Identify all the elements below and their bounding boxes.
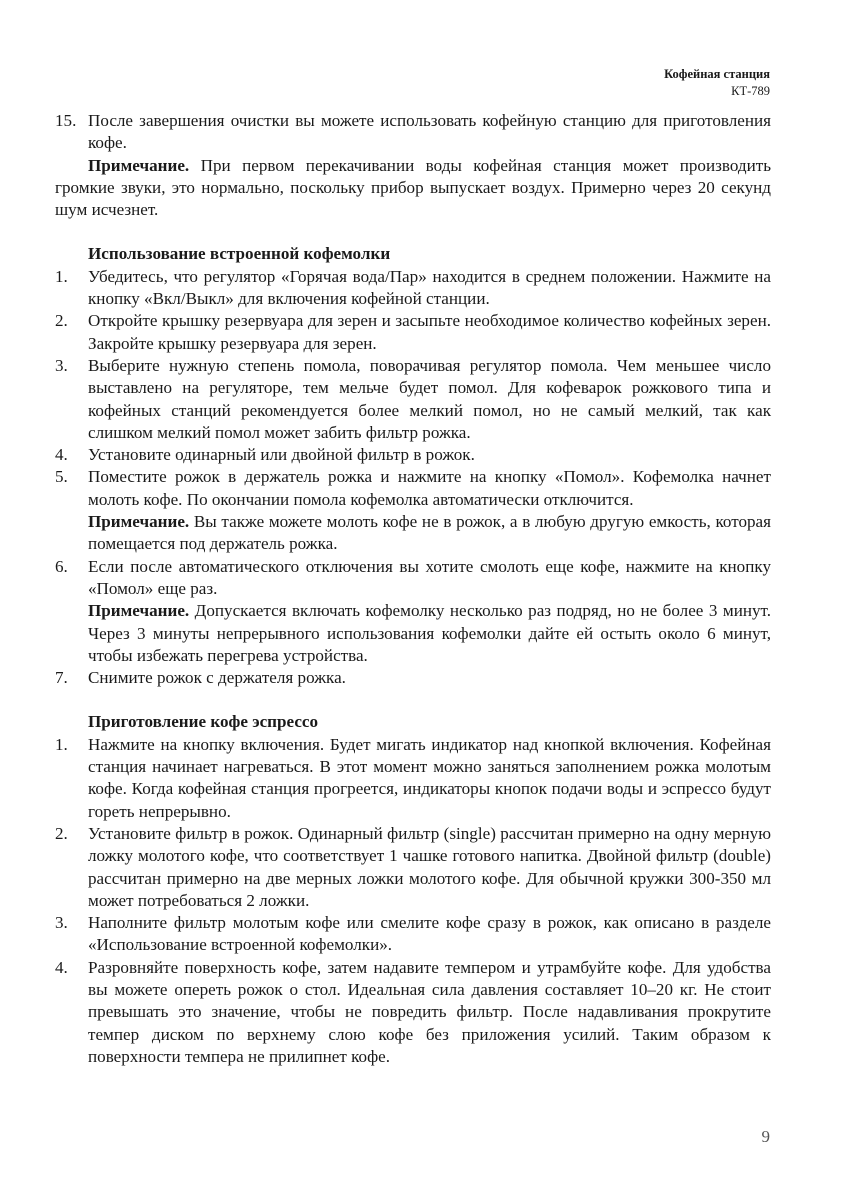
list-item xyxy=(55,734,771,823)
item-number: 3. xyxy=(55,355,68,375)
item-number: 15. xyxy=(55,111,77,130)
page-header xyxy=(664,66,770,100)
note-label: Примечание. xyxy=(88,512,190,532)
item-text: Если после автоматического отключения вы хотите смолоть еще кофе, нажмите на кнопку «Помол» еще раз. xyxy=(88,556,771,598)
item-number: 6. xyxy=(55,556,68,576)
note-label: Примечание. xyxy=(88,155,190,175)
section-title-espresso: Приготовление кофе эспрессо xyxy=(88,712,319,732)
item-text: Откройте крышку резервуара для зерен и засыпьте необходимое количество кофейных зерен. Закройте крышку резервуара для зерен. xyxy=(88,311,771,353)
item-text: Установите одинарный или двойной фильтр в рожок. xyxy=(88,445,475,465)
list-item xyxy=(55,823,771,912)
list-item xyxy=(55,667,771,689)
item-text: Установите фильтр в рожок. Одинарный фильтр (single) рассчитан примерно на одну мерную ложку молотого кофе, что соответствует 1 чашке готового напитка. Двойной фильтр (double) рассчитан примерно на две мерных ложки молотого кофе. Для обычной кружки 300-350 мл может потребоваться 2 ложки. xyxy=(88,823,771,910)
item-number: 3. xyxy=(55,913,68,933)
note-text: При первом перекачивании воды кофейная станция может производить громкие звуки, это нормально, поскольку прибор выпускает воздух. Примерно через 20 секунд шум исчезнет. xyxy=(55,155,771,220)
item-number: 2. xyxy=(55,823,68,843)
item-text: Снимите рожок с держателя рожка. xyxy=(88,668,346,688)
item-text: Наполните фильтр молотым кофе или смелите кофе сразу в рожок, как описано в разделе «Использование встроенной кофемолки». xyxy=(88,913,771,955)
note-text: Вы также можете молоть кофе не в рожок, а в любую другую емкость, которая помещается под держатель рожка. xyxy=(88,512,771,554)
item-number: 2. xyxy=(55,311,68,331)
item-number: 4. xyxy=(55,957,68,977)
espresso-steps xyxy=(55,734,771,1068)
item-number: 7. xyxy=(55,668,68,688)
item-text: После завершения очистки вы можете использовать кофейную станцию для приготовления кофе. xyxy=(88,111,771,153)
section-title-grinder: Использование встроенной кофемолки xyxy=(88,244,391,264)
item-number: 1. xyxy=(55,266,68,286)
note-row xyxy=(55,600,771,667)
list-item xyxy=(55,556,771,601)
list-item xyxy=(55,444,771,466)
list-item xyxy=(55,957,771,1068)
header-model: КТ-789 xyxy=(731,84,770,98)
header-brand: Кофейная станция xyxy=(664,67,770,81)
note xyxy=(55,155,771,222)
note-row xyxy=(55,511,771,556)
item-text: Разровняйте поверхность кофе, затем надавите темпером и утрамбуйте кофе. Для удобства вы можете опереть рожок о стол. Идеальная сила давления составляет 10–20 кг. Не стоит превышать это значение, чтобы не повредить фильтр. После надавливания прокрутите темпер диском по верхнему слою кофе без приложения усилий. Таким образом к поверхности темпера не прилипнет кофе. xyxy=(88,957,771,1066)
list-item xyxy=(55,466,771,511)
list-item xyxy=(55,355,771,444)
item-number: 4. xyxy=(55,445,68,465)
list-item xyxy=(55,110,771,155)
page-number: 9 xyxy=(761,1127,770,1146)
item-text: Убедитесь, что регулятор «Горячая вода/Пар» находится в среднем положении. Нажмите на кнопку «Вкл/Выкл» для включения кофейной станции. xyxy=(88,266,771,309)
page-content xyxy=(55,110,771,1068)
note xyxy=(55,511,771,556)
note xyxy=(55,600,771,667)
list-item xyxy=(55,310,771,355)
grinder-steps xyxy=(55,266,771,690)
item-number: 1. xyxy=(55,734,68,754)
list-item xyxy=(55,912,771,957)
item-text: Поместите рожок в держатель рожка и нажмите на кнопку «Помол». Кофемолка начнет молоть кофе. По окончании помола кофемолка автоматически отключится. xyxy=(88,467,771,509)
list-item xyxy=(55,266,771,311)
item-number: 5. xyxy=(55,467,68,487)
item-text: Нажмите на кнопку включения. Будет мигать индикатор над кнопкой включения. Кофейная станция начинает нагреваться. В этот момент можно заняться заполнением рожка молотым кофе. Когда кофейная станция прогреется, индикаторы кнопок подачи воды и эспрессо будут гореть непрерывно. xyxy=(88,734,771,821)
note-text: Допускается включать кофемолку несколько раз подряд, но не более 3 минут. Через 3 минуты непрерывного использования кофемолки дайте ей остыть около 6 минут, чтобы избежать перегрева устройства. xyxy=(88,601,771,665)
item-text: Выберите нужную степень помола, поворачивая регулятор помола. Чем меньшее число выставлено на регуляторе, тем мельче будет помол. Для кофеварок рожкового типа и кофейных станций рекомендуется более мелкий помол, но не самый мелкий, так как слишком мелкий помол может забить фильтр рожка. xyxy=(88,355,771,442)
note-label: Примечание. xyxy=(88,601,190,621)
